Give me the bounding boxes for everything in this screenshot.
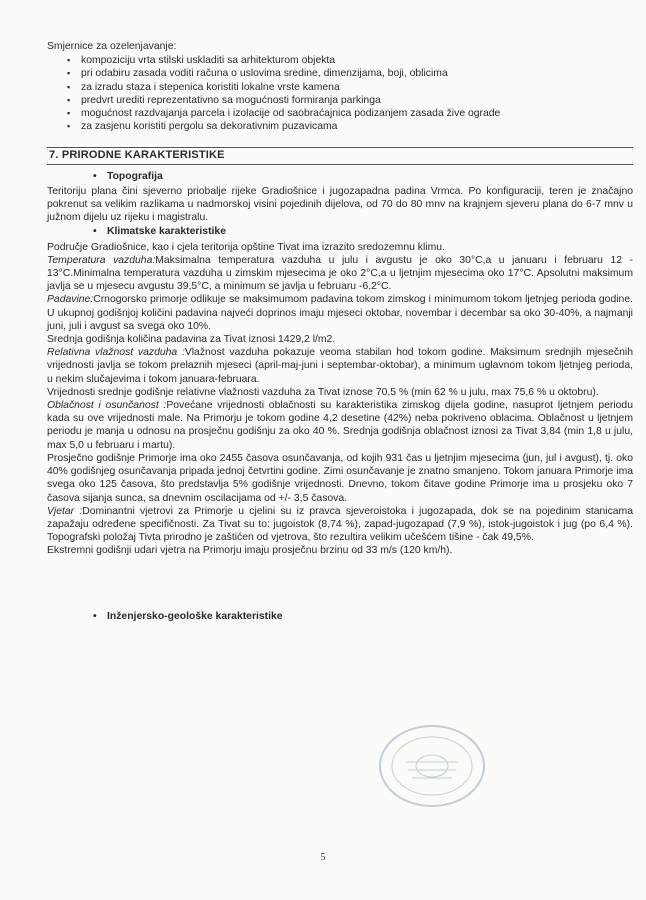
guidelines-heading: Smjernice za ozelenjavanje: — [47, 41, 177, 52]
vlaznost-paragraph — [47, 346, 633, 386]
padavine-godisnja: Srednja godišnja količina padavina za Tivat iznosi 1429,2 l/m2. — [47, 334, 336, 346]
document-page — [47, 40, 633, 625]
list-item: ▪ pri odabiru zasada voditi računa o uslovima sredine, dimenzijama, boji, oblicima — [67, 67, 633, 80]
padavine-text: Crnogorsko primorje odlikuje se maksimumom padavina tokom zimskog i minimumom tokom ljetnjeg perioda godine. U ukupnoj godišnjoj količini padavina najveći doprinos imaju mjeseci oktobar, novembar i decembar sa oko 30-40%, a najmanji juni, juli i avgust sa svega oko 10%. — [47, 294, 633, 332]
list-item: ▪ mogućnost razdvajanja parcela i izolacije od saobraćajnica podizanjem zasada žive ograde — [67, 107, 633, 120]
padavine-paragraph — [47, 293, 633, 333]
temperatura-paragraph — [47, 254, 633, 294]
vjetar-text: Dominantni vjetrovi za Primorje u cjelini su iz pravca sjeveroistoka i jugozapada, dok se na pojedinim stanicama zapažaju određene specifičnosti. Za Tivat su to: jugoistok (8,74 %), zapad-jugozapad (7,9 %), istok-jugoistok i jug (po 6,4 %). Topografski položaj Tivta prirodno je zaštićen od vjetrova, što rezultira velikim učešćem tišine - čak 49,5%. — [47, 505, 633, 544]
padavine-label: Padavine: — [47, 294, 94, 306]
guidelines-list — [47, 54, 633, 133]
vlaznost-text: Vlažnost vazduha pokazuje veoma stabilan hod tokom godine. Maksimum srednjih mjesečnih vrijednosti javlja se tokom prelaznih mjeseci (april-maj-juni i septembar-oktobar), a minimum uglavnom tokom ljetnjeg perioda, u nekim slučajevima i tokom januara-februara. — [47, 347, 633, 385]
oblacnost-text: Povećane vrijednosti oblačnosti su karakteristika zimskog dijela godine, nasuprot ljetnjem periodu kada su ove vrijednosti male. Na Primorju je tokom godine 4,2 desetine (42%) neba pokriveno oblacima. Oblačnost u ljetnjem periodu je manja u odnosu na prosječnu godišnju za oko 40 %. Srednja godišnja oblačnost iznosi za Tivat 3,84 (min 1,8 u julu, max 5,0 u februaru i martu). — [47, 400, 633, 451]
subsection-topografija: • Topografija — [93, 170, 633, 183]
subsection-geologija: • Inženjersko-geološke karakteristike — [93, 610, 633, 623]
list-item: ▪ kompoziciju vrta stilski uskladiti sa arhitekturom objekta — [67, 54, 633, 67]
vjetar-label: Vjetar : — [47, 505, 83, 517]
list-item: ▪ za zasjenu koristiti pergolu sa dekorativnim puzavicama — [67, 120, 633, 133]
official-stamp-seal — [376, 722, 488, 810]
oblacnost-label: Oblačnost i osunčanost : — [47, 400, 167, 412]
temperatura-text: Maksimalna temperatura vazduha u julu i avgustu je oko 30°C,a u januaru i februaru 12 - 13°C.Minimalna temperatura vazduha u zimskim mjesecima je oko 2°C,a u ljetnjim mjesecima oko 17°C. Apsolutni maksimum javlja se u mjesecu avgustu 39,5°C, a minimum se javlja u februaru -6,2°C. — [47, 254, 633, 293]
list-item: ▪ predvrt urediti reprezentativno sa mogućnosti formiranja parkinga — [67, 94, 633, 107]
subsection-klima: • Klimatske karakteristike — [93, 225, 633, 238]
page-number: 5 — [320, 852, 326, 863]
list-item: ▪ za izradu staza i stepenica koristiti lokalne vrste kamena — [67, 81, 633, 94]
section-title: 7. PRIRODNE KARAKTERISTIKE — [47, 147, 633, 164]
vjetar-paragraph — [47, 505, 633, 545]
vlaznost-label: Relativna vlažnost vazduha : — [47, 347, 185, 359]
osuncanje-paragraph: Prosječno godišnje Primorje ima oko 2455 časova osunčavanja, od kojih 931 čas u ljetnjim mjesecima (jun, jul i avgust), tj. oko 40% godišnjeg osunčavanja pripada jednoj četvrtini godine. Zimi osunčavanje je znatno smanjeno. Tokom januara Primorje ima svega oko 125 časova, što predstavlja 5% godišnje vrijednosti. Dnevno, tokom čitave godine Primorje ima u prosjeku oko 7 časova sijanja sunca, sa dnevnim oscilacijama od +/- 3,5 časova. — [47, 452, 633, 504]
temperatura-label: Temperatura vazduha: — [47, 254, 156, 266]
vjetar-ekstremni: Ekstremni godišnji udari vjetra na Primorju imaju prosječnu brzinu od 33 m/s (120 km/h). — [47, 545, 453, 557]
oblacnost-paragraph — [47, 399, 633, 452]
topografija-text: Teritoriju plana čini sjeverno priobalje rijeke Gradiošnice i jugozapadna padina Vrmca. Po konfiguraciji, teren je značajno pokrenut sa velikim razlikama u nadmorskoj visini pojedinih dijelova, od 70 do 80 mnv na krajnjem sjeveru plana do 6-7 mnv u južnom dijelu uz rijeku i magistralu. — [47, 185, 633, 224]
klima-intro: Područje Gradiošnice, kao i cjela teritorija opštine Tivat ima izrazito sredozemnu klimu. — [47, 241, 445, 253]
vlaznost-godisnja: Vrijednosti srednje godišnje relativne vlažnosti vazduha za Tivat iznose 70,5 % (min 62 % u julu, max 75,6 % u oktobru). — [47, 386, 599, 398]
